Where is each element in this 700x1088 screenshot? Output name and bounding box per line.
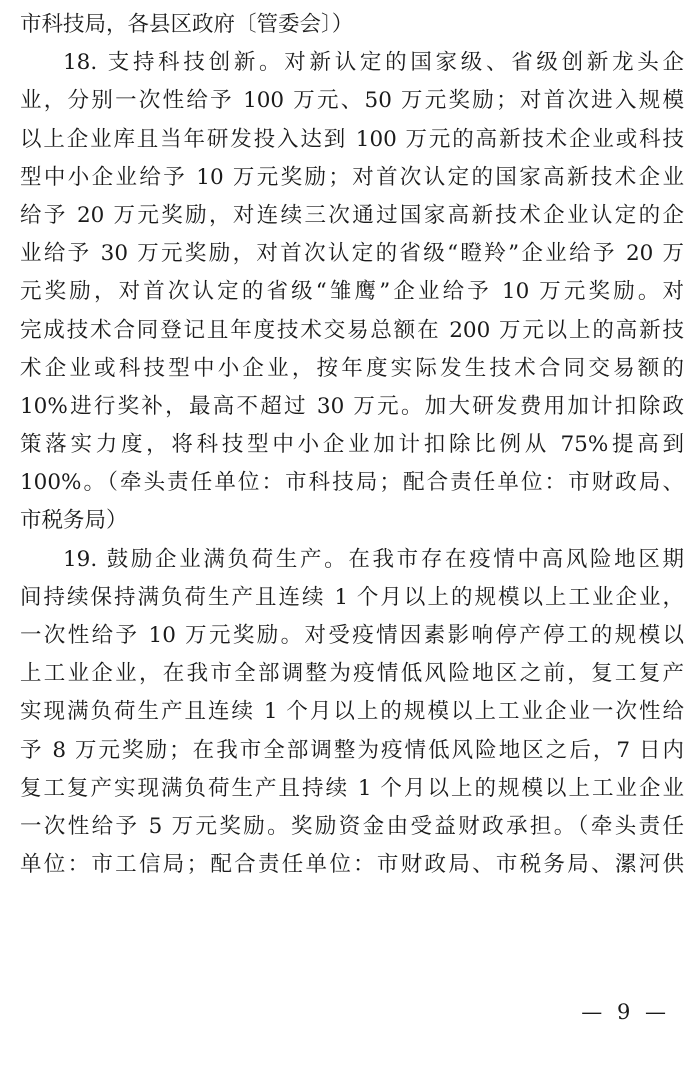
body-text	[20, 6, 684, 884]
text-line: 19. 鼓励企业满负荷生产。在我市存在疫情中高风险地区期	[63, 546, 684, 572]
text-line: 给予 20 万元奖励，对连续三次通过国家高新技术企业认定的企	[20, 202, 684, 228]
text-line: 完成技术合同登记且年度技术交易总额在 200 万元以上的高新技	[20, 317, 684, 343]
page-number: — 9 —	[581, 1000, 670, 1024]
text-line: 单位：市工信局；配合责任单位：市财政局、市税务局、漯河供	[20, 852, 684, 878]
text-line: 一次性给予 10 万元奖励。对受疫情因素影响停产停工的规模以	[20, 623, 684, 648]
text-line: 10%进行奖补，最高不超过 30 万元。加大研发费用加计扣除政	[20, 393, 684, 419]
text-line: 市税务局）	[20, 508, 128, 534]
text-line: 实现满负荷生产且连续 1 个月以上的规模以上工业企业一次性给	[20, 699, 684, 725]
text-line: 一次性给予 5 万元奖励。奖励资金由受益财政承担。（牵头责任	[20, 813, 684, 839]
text-line: 市科技局，各县区政府〔管委会〕）	[20, 12, 354, 37]
text-line: 间持续保持满负荷生产且连续 1 个月以上的规模以上工业企业，	[20, 584, 684, 610]
text-line: 100%。（牵头责任单位：市科技局；配合责任单位：市财政局、	[20, 470, 684, 496]
text-line: 策落实力度，将科技型中小企业加计扣除比例从 75%提高到	[20, 432, 684, 458]
text-line: 予 8 万元奖励；在我市全部调整为疫情低风险地区之后，7 日内	[20, 737, 684, 763]
text-line: 业，分别一次性给予 100 万元、50 万元奖励；对首次进入规模	[20, 88, 684, 114]
text-line: 以上企业库且当年研发投入达到 100 万元的高新技术企业或科技	[20, 126, 684, 152]
text-line: 18. 支持科技创新。对新认定的国家级、省级创新龙头企	[63, 50, 684, 76]
text-line: 上工业企业，在我市全部调整为疫情低风险地区之前，复工复产	[20, 661, 684, 687]
text-line: 复工复产实现满负荷生产且持续 1 个月以上的规模以上工业企业	[20, 775, 684, 801]
text-line: 元奖励，对首次认定的省级“雏鹰”企业给予 10 万元奖励。对	[20, 279, 684, 305]
text-line: 术企业或科技型中小企业，按年度实际发生技术合同交易额的	[20, 355, 684, 381]
text-line: 型中小企业给予 10 万元奖励；对首次认定的国家高新技术企业	[20, 164, 684, 190]
text-line: 业给予 30 万元奖励，对首次认定的省级“瞪羚”企业给予 20 万	[20, 241, 684, 267]
